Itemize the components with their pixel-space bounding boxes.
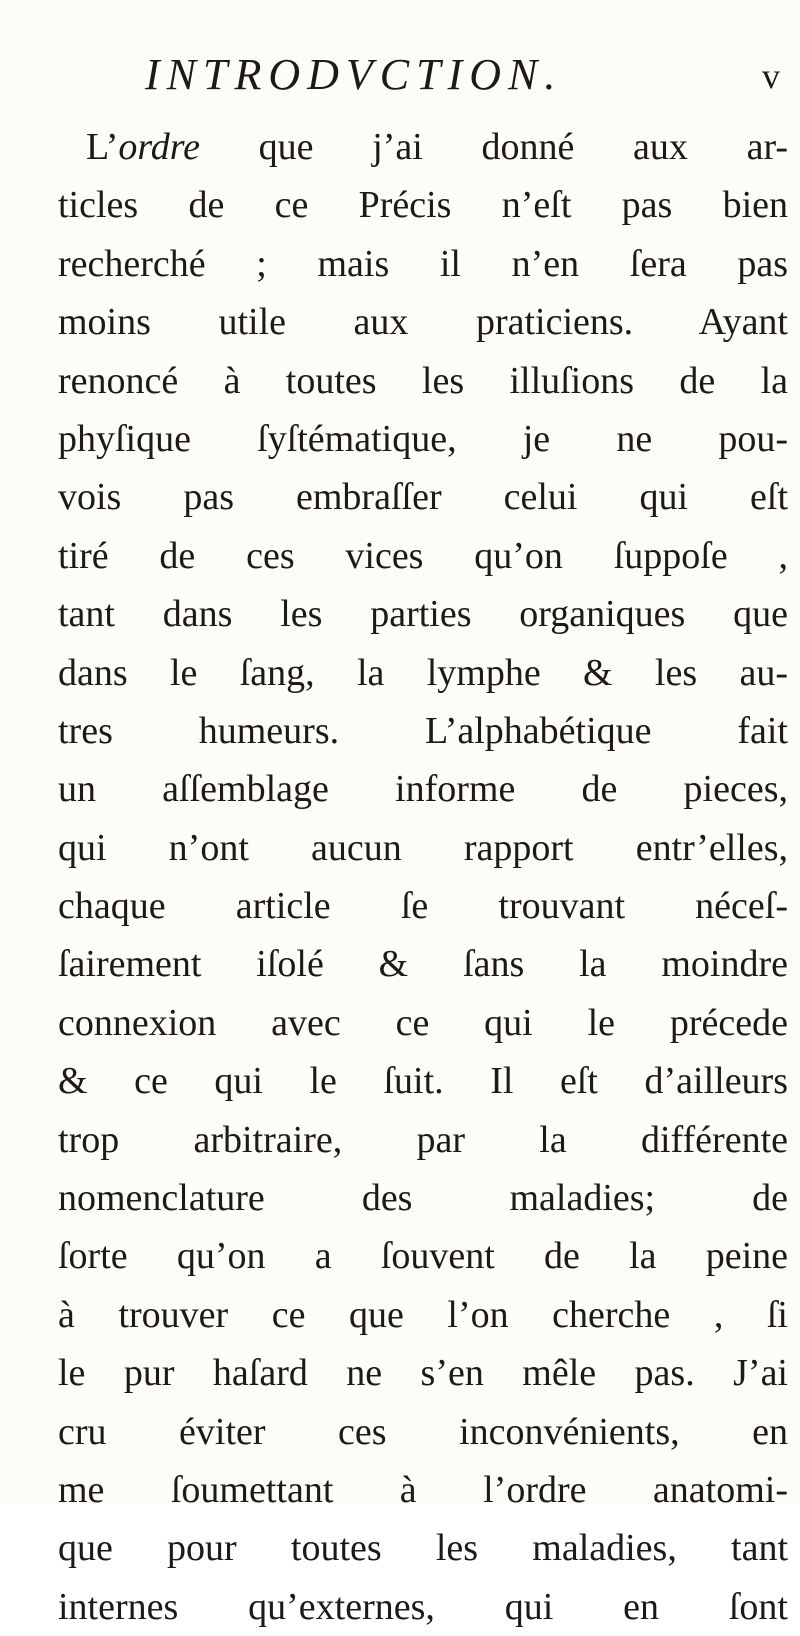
text-line-22: le pur haſard ne s’en mêle pas. J’ai: [58, 1352, 788, 1395]
text-line-9: tant dans les parties organiques que: [58, 593, 788, 636]
running-head: [0, 50, 800, 110]
body-text: [58, 118, 788, 1636]
text-line-5: renoncé à toutes les illuſions de la: [58, 359, 788, 402]
lead-capital: L’: [86, 126, 119, 168]
text-line-3: recherché ; mais il n’en ſera pas: [58, 242, 788, 285]
text-line-26: internes qu’externes, qui en ſont: [58, 1585, 788, 1628]
text-line-25: que pour toutes les maladies, tant: [58, 1527, 788, 1570]
text-line-11: tres humeurs. L’alphabétique fait: [58, 709, 788, 752]
lead-italic-word: ordre: [118, 126, 201, 168]
text-line-23: cru éviter ces inconvénients, en: [58, 1410, 788, 1453]
text-line-2: ticles de ce Précis n’eſt pas bien: [58, 184, 788, 227]
first-line-rest: que j’ai donné aux ar-: [200, 126, 788, 168]
text-line-8: tiré de ces vices qu’on ſuppoſe ,: [58, 534, 788, 577]
text-line-6: phyſique ſyſtématique, je ne pou-: [58, 417, 788, 460]
text-line-10: dans le ſang, la lymphe & les au-: [58, 651, 788, 694]
text-line-14: chaque article ſe trouvant néceſ-: [58, 885, 788, 928]
page-number: v: [762, 56, 780, 96]
text-line-21: à trouver ce que l’on cherche , ſi: [58, 1293, 788, 1336]
text-line-19: nomenclature des maladies; de: [58, 1177, 788, 1220]
running-title: INTRODVCTION.: [145, 50, 563, 99]
text-line-12: un aſſemblage informe de pieces,: [58, 768, 788, 811]
text-line-15: ſairement iſolé & ſans la moindre: [58, 943, 788, 986]
text-line-18: trop arbitraire, par la différente: [58, 1118, 788, 1161]
text-line-7: vois pas embraſſer celui qui eſt: [58, 476, 788, 519]
text-line-20: ſorte qu’on a ſouvent de la peine: [58, 1235, 788, 1278]
text-line-17: & ce qui le ſuit. Il eſt d’ailleurs: [58, 1060, 788, 1103]
text-line-1: [58, 118, 788, 176]
text-line-24: me ſoumettant à l’ordre anatomi-: [58, 1468, 788, 1511]
text-line-16: connexion avec ce qui le précede: [58, 1001, 788, 1044]
text-line-4: moins utile aux praticiens. Ayant: [58, 301, 788, 344]
text-line-13: qui n’ont aucun rapport entr’elles,: [58, 826, 788, 869]
